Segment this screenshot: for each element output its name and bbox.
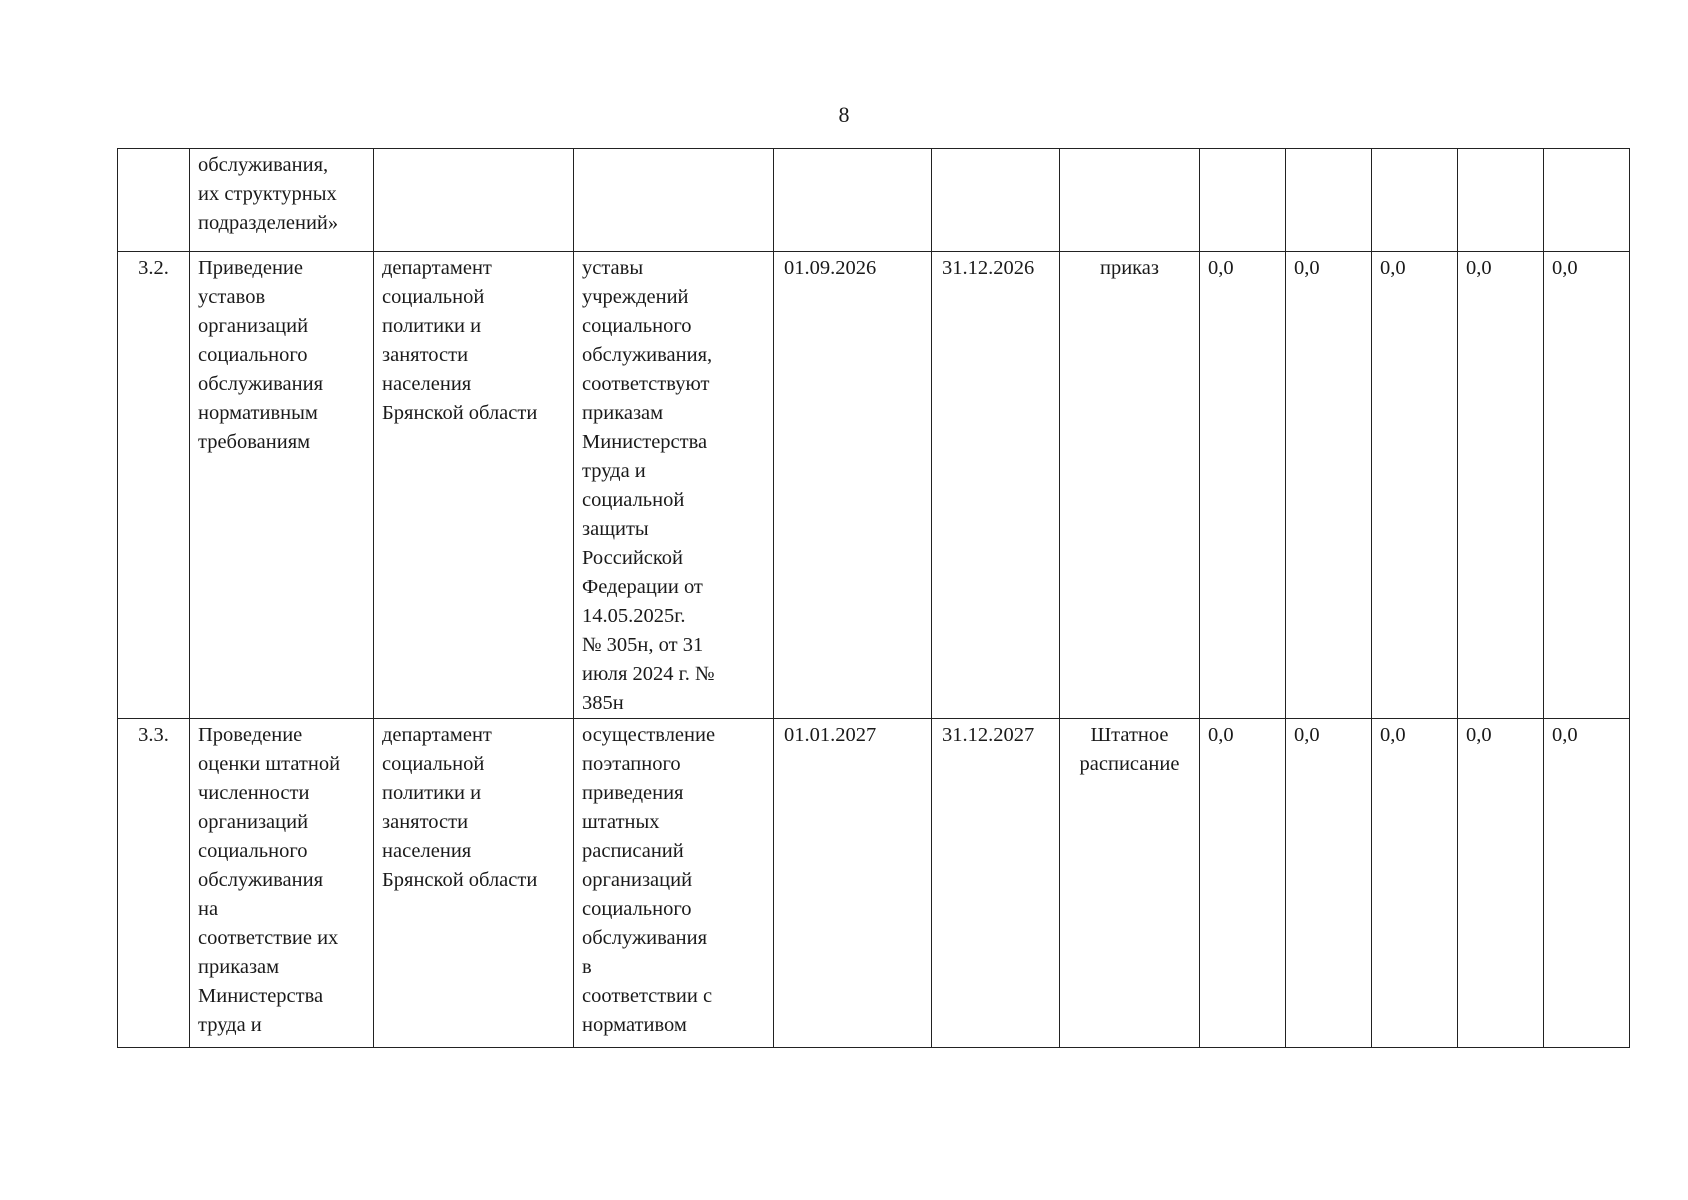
cell-value-1: 0,0	[1200, 252, 1286, 719]
cell-measure-name: Проведение оценки штатной численности организаций социального обслуживания на соответствие их приказам Министерства труда и	[190, 719, 374, 1048]
cell-value-2	[1286, 149, 1372, 252]
cell-end-date: 31.12.2026	[932, 252, 1060, 719]
cell-value-4: 0,0	[1458, 719, 1544, 1048]
cell-measure-name: обслуживания, их структурных подразделений»	[190, 149, 374, 252]
cell-end-date	[932, 149, 1060, 252]
cell-value-4	[1458, 149, 1544, 252]
cell-value-1	[1200, 149, 1286, 252]
cell-value-5: 0,0	[1544, 719, 1630, 1048]
cell-executor: департамент социальной политики и занятости населения Брянской области	[374, 252, 574, 719]
cell-number	[118, 149, 190, 252]
cell-start-date	[774, 149, 932, 252]
table-row-3-2	[118, 252, 1630, 719]
cell-number: 3.2.	[118, 252, 190, 719]
cell-measure-name: Приведение уставов организаций социального обслуживания нормативным требованиям	[190, 252, 374, 719]
page-number: 8	[838, 102, 850, 127]
table-row-continuation	[118, 149, 1630, 252]
cell-document: Штатное расписание	[1060, 719, 1200, 1048]
cell-document	[1060, 149, 1200, 252]
cell-start-date: 01.09.2026	[774, 252, 932, 719]
cell-result: осуществление поэтапного приведения штатных расписаний организаций социального обслуживания в соответствии с нормативом	[574, 719, 774, 1048]
cell-value-3	[1372, 149, 1458, 252]
table-row-3-3	[118, 719, 1630, 1048]
cell-value-3: 0,0	[1372, 719, 1458, 1048]
cell-value-2: 0,0	[1286, 719, 1372, 1048]
cell-number: 3.3.	[118, 719, 190, 1048]
cell-executor	[374, 149, 574, 252]
cell-executor: департамент социальной политики и занятости населения Брянской области	[374, 719, 574, 1048]
cell-value-1: 0,0	[1200, 719, 1286, 1048]
cell-result	[574, 149, 774, 252]
cell-value-2: 0,0	[1286, 252, 1372, 719]
cell-start-date: 01.01.2027	[774, 719, 932, 1048]
cell-value-5: 0,0	[1544, 252, 1630, 719]
cell-end-date: 31.12.2027	[932, 719, 1060, 1048]
cell-value-3: 0,0	[1372, 252, 1458, 719]
cell-value-4: 0,0	[1458, 252, 1544, 719]
cell-document: приказ	[1060, 252, 1200, 719]
cell-result: уставы учреждений социального обслуживания, соответствуют приказам Министерства труда и социальной защиты Российской Федерации от 14.05.2025г. № 305н, от 31 июля 2024 г. № 385н	[574, 252, 774, 719]
measures-table	[117, 148, 1630, 1048]
cell-value-5	[1544, 149, 1630, 252]
